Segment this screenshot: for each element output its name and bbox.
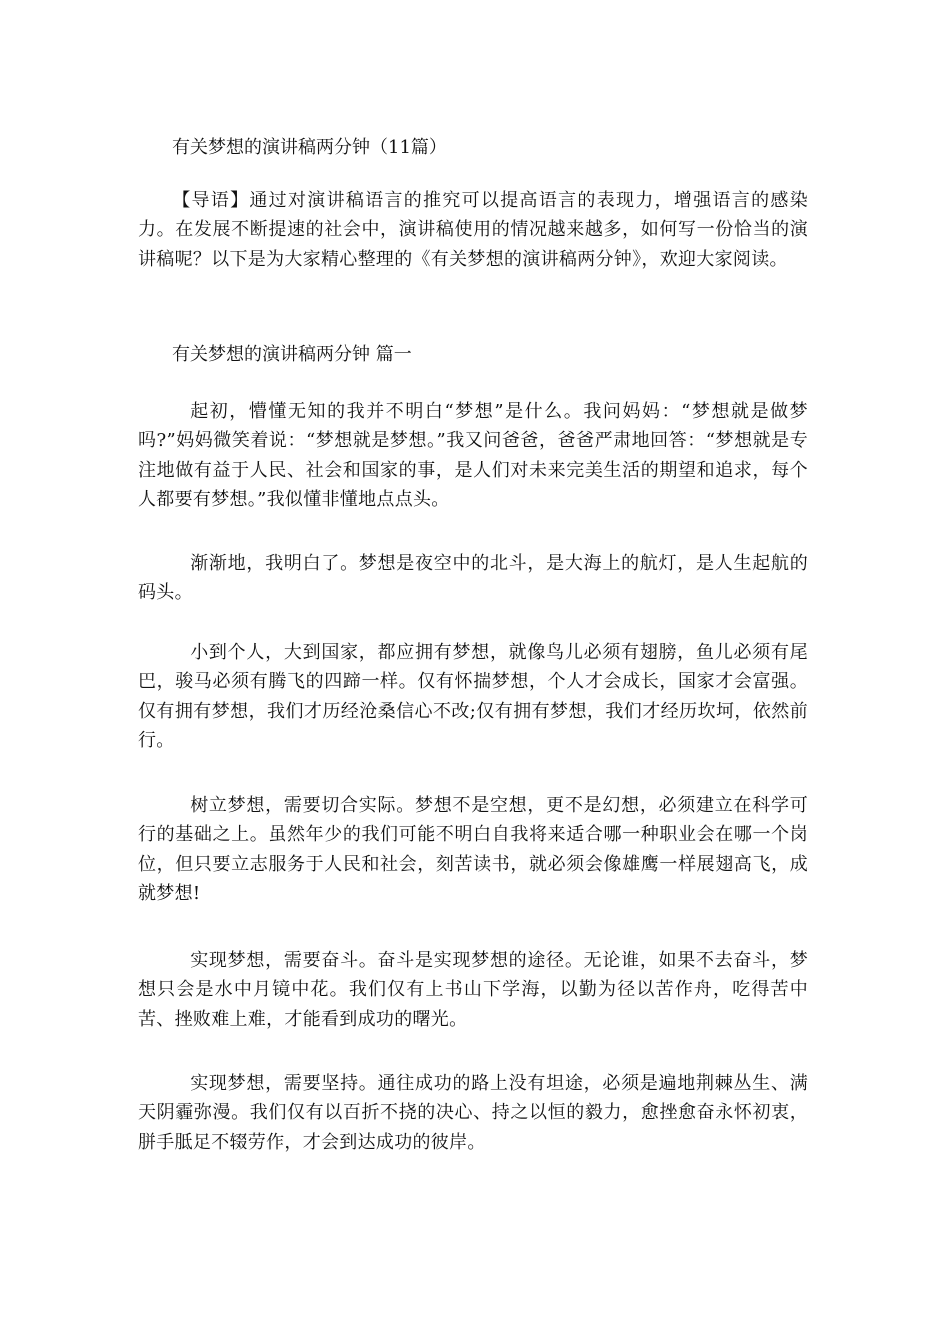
document-title: 有关梦想的演讲稿两分钟（11篇） [172, 137, 447, 158]
section-heading: 有关梦想的演讲稿两分钟 篇一 [172, 344, 412, 365]
body-paragraph: 实现梦想，需要奋斗。奋斗是实现梦想的途径。无论谁，如果不去奋斗，梦想只会是水中月镜中花。我们仅有上书山下学海，以勤为径以苦作舟，吃得苦中苦、挫败难上难，才能看到成功的曙光。 [138, 950, 808, 1030]
intro-paragraph: 【导语】通过对演讲稿语言的推究可以提高语言的表现力，增强语言的感染力。在发展不断提速的社会中，演讲稿使用的情况越来越多，如何写一份恰当的演讲稿呢？以下是为大家精心整理的《有关梦想的演讲稿两分钟》，欢迎大家阅读。 [138, 190, 808, 270]
body-paragraph: 树立梦想，需要切合实际。梦想不是空想，更不是幻想，必须建立在科学可行的基础之上。虽然年少的我们可能不明白自我将来适合哪一种职业会在哪一个岗位，但只要立志服务于人民和社会，刻苦读书，就必须会像雄鹰一样展翅高飞，成就梦想! [138, 795, 808, 904]
body-paragraph: 实现梦想，需要坚持。通往成功的路上没有坦途，必须是遍地荆棘丛生、满天阴霾弥漫。我们仅有以百折不挠的决心、持之以恒的毅力，愈挫愈奋永怀初衷，胼手胝足不辍劳作，才会到达成功的彼岸。 [138, 1073, 808, 1153]
body-paragraph: 渐渐地，我明白了。梦想是夜空中的北斗，是大海上的航灯，是人生起航的码头。 [138, 553, 808, 604]
body-paragraph: 起初，懵懂无知的我并不明白“梦想”是什么。我问妈妈：“梦想就是做梦吗?”妈妈微笑着说：“梦想就是梦想。”我又问爸爸，爸爸严肃地回答：“梦想就是专注地做有益于人民、社会和国家的事，是人们对未来完美生活的期望和追求，每个人都要有梦想。”我似懂非懂地点点头。 [138, 401, 808, 510]
body-paragraph: 小到个人，大到国家，都应拥有梦想，就像鸟儿必须有翅膀，鱼儿必须有尾巴，骏马必须有腾飞的四蹄一样。仅有怀揣梦想，个人才会成长，国家才会富强。仅有拥有梦想，我们才历经沧桑信心不改;仅有拥有梦想，我们才经历坎坷，依然前行。 [138, 642, 808, 751]
